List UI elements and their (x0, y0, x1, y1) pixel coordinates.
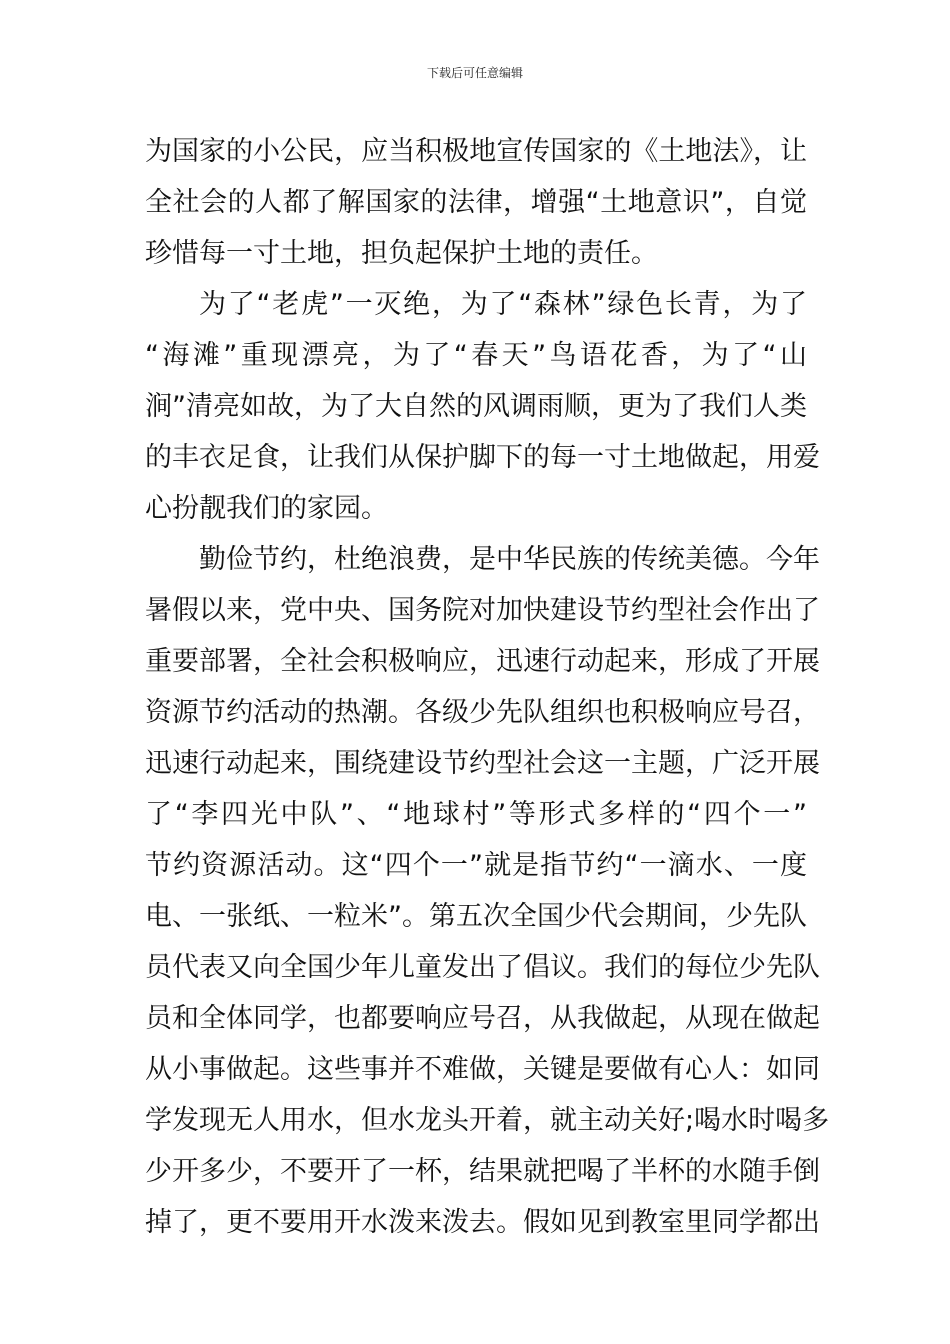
text-line: 为了“老虎”一灭绝，为了“森林”绿色长青，为了 (199, 289, 807, 320)
body-text (145, 126, 830, 1248)
text-line: 员和全体同学，也都要响应号召，从我做起，从现在做起 (145, 1003, 820, 1034)
text-line: 了“李四光中队”、“地球村”等形式多样的“四个一” (145, 799, 807, 830)
text-line: 勤俭节约，杜绝浪费，是中华民族的传统美德。今年 (199, 544, 820, 575)
text-line: 员代表又向全国少年儿童发出了倡议。我们的每位少先队 (145, 952, 820, 983)
text-line: 珍惜每一寸土地，担负起保护土地的责任。 (145, 238, 658, 269)
text-line: 重要部署，全社会积极响应，迅速行动起来，形成了开展 (145, 646, 820, 677)
text-line: 少开多少，不要开了一杯，结果就把喝了半杯的水随手倒 (145, 1156, 820, 1187)
text-line: 迅速行动起来，围绕建设节约型社会这一主题，广泛开展 (145, 748, 820, 779)
text-line: 从小事做起。这些事并不难做，关键是要做有心人：如同 (145, 1054, 820, 1085)
text-line: 全社会的人都了解国家的法律，增强“土地意识”，自觉 (145, 187, 807, 218)
text-line: 的丰衣足食，让我们从保护脚下的每一寸土地做起，用爱 (145, 442, 820, 473)
text-line: 涧”清亮如故，为了大自然的风调雨顺，更为了我们人类 (145, 391, 807, 422)
text-line: 学发现无人用水，但水龙头开着，就主动关好;喝水时喝多 (145, 1105, 830, 1136)
page-header: 下载后可任意编辑 (426, 66, 523, 80)
text-line: 节约资源活动。这“四个一”就是指节约“一滴水、一度 (145, 850, 807, 881)
text-line: 掉了，更不要用开水泼来泼去。假如见到教室里同学都出 (145, 1207, 820, 1238)
text-line: 为国家的小公民，应当积极地宣传国家的《土地法》，让 (145, 136, 807, 167)
text-line: 暑假以来，党中央、国务院对加快建设节约型社会作出了 (145, 595, 820, 626)
text-line: “海滩”重现漂亮，为了“春天”鸟语花香，为了“山 (145, 340, 807, 371)
text-line: 电、一张纸、一粒米”。第五次全国少代会期间，少先队 (145, 901, 807, 932)
text-line: 心扮靓我们的家园。 (145, 493, 388, 524)
text-line: 资源节约活动的热潮。各级少先队组织也积极响应号召， (145, 697, 820, 728)
